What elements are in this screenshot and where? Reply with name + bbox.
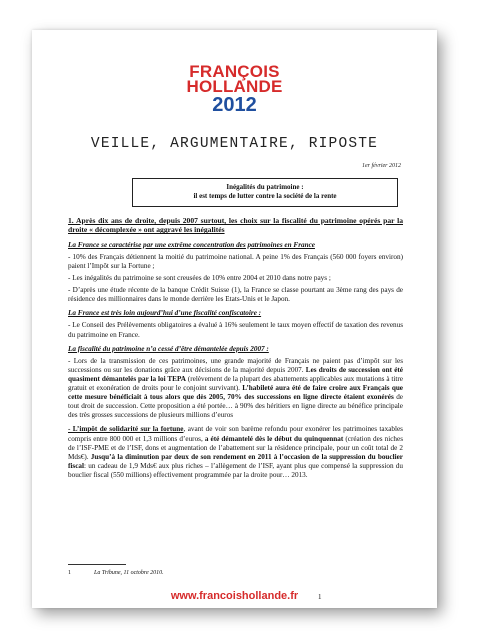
page-number: 1: [318, 593, 322, 601]
document-page: [32, 30, 437, 608]
subheading-fiscalite: La France est très loin aujourd’hui d’une fiscalité confiscatoire :: [68, 309, 262, 318]
title-box: [132, 178, 398, 207]
logo-year: 2012: [212, 94, 257, 116]
page-headline: VEILLE, ARGUMENTAIRE, RIPOSTE: [90, 136, 379, 152]
text-run: , avant de voir son barème refondu pour exonérer les patrimoines taxables compris entre 800 000 et 1,3 millions d’euros,: [68, 425, 403, 443]
date-text: 1er février 2012: [362, 163, 401, 169]
title-box-line-2: il est temps de lutter contre la société de la rente: [193, 192, 337, 200]
paragraph: - Les inégalités du patrimoine se sont creusées de 10% entre 2004 et 2010 dans notre pays ;: [68, 274, 331, 283]
logo-line-1: FRANÇOIS: [189, 62, 280, 81]
footnote-text: La Tribune, 11 octobre 2010.: [94, 570, 164, 576]
paragraph-isf: [68, 425, 403, 480]
bold-run: a été démantelé dès le début du quinquennat: [204, 434, 344, 443]
text-run: de tout droit de succession. Cette proposition a été portée… à 90% des héritiers en ligne directe au bénéfice principale des très grosses successions de plusieurs millions d’euros: [68, 393, 403, 420]
subheading-concentration: La France se caractérise par une extrême concentration des patrimoines en France: [68, 240, 315, 249]
bold-run: L’habileté aura été de faire croire aux Français que cette mesure bénéficiait à tous alors que dès 2005, 70% des successions en ligne directe étaient exonérés: [68, 384, 404, 402]
bold-run: Les droits de succession ont été quasiment démantelés par la loi TEPA: [68, 365, 403, 383]
document-body: [68, 216, 403, 483]
website-url[interactable]: [32, 590, 437, 602]
subheading-demantelement: La fiscalité du patrimoine n’a cessé d’être démantelée depuis 2007 :: [68, 344, 269, 353]
footnote-number: 1: [68, 570, 71, 576]
paragraph: - D’après une étude récente de la banque Crédit Suisse (1), la France se classe pourtant au 3ème rang des pays de résidence des millionnaires dans le monde derrière les Etats-Unis et le Japon.: [68, 286, 403, 304]
title-box-line-1: Inégalités du patrimoine :: [226, 183, 304, 191]
paragraph: - 10% des Français détiennent la moitié du patrimoine national. A peine 1% des Français (560 000 foyers environ) paient l’Impôt sur la Fortune ;: [68, 252, 403, 270]
campaign-logo: [32, 64, 437, 115]
section-heading: 1. Après dix ans de droite, depuis 2007 surtout, les choix sur la fiscalité du patrimoine opérés par la droite « décomplexée » ont aggravé les inégalités: [68, 216, 403, 235]
footnote-divider: [68, 564, 126, 565]
text-run: (création des niches de l’ISF-PME et de l’ISF, dons et augmentation de l’abattement sur la résidence principale, pour un coût total de 2 Mds€).: [68, 434, 404, 461]
text-run: - Lors de la transmission de ces patrimoines, une grande majorité de Français ne paient pas d’impôt sur les successions ou sur les donations grâce aux décisions de la majorité depuis 2007.: [68, 356, 403, 374]
document-date: [362, 163, 401, 169]
logo-line-2: HOLLANDE: [186, 77, 283, 96]
text-run: : un cadeau de 1,9 Mds€ aux plus riches – l’allègement de l’ISF, ayant plus que compensé la suppression du bouclier fiscal (550 millions) effectivement programmée par la droite pour… 2013.: [68, 461, 403, 479]
bold-run: - L’impôt de solidarité sur la fortune: [68, 425, 184, 434]
url-text[interactable]: www.francoishollande.fr: [170, 590, 299, 602]
paragraph-successions: [68, 357, 403, 421]
bold-run: Jusqu’à la diminution par deux de son rendement en 2011 à l’occasion de la suppression du bouclier fiscal: [68, 452, 403, 470]
text-run: (relèvement de la plupart des abattements applicables aux mutations à titre gratuit et exonération de droits pour le conjoint survivant).: [68, 374, 403, 393]
footnote: [68, 570, 164, 576]
paragraph: - Le Conseil des Prélèvements obligatoires a évalué à 16% seulement le taux moyen effectif de taxation des revenus du patrimoine en France.: [68, 321, 403, 339]
